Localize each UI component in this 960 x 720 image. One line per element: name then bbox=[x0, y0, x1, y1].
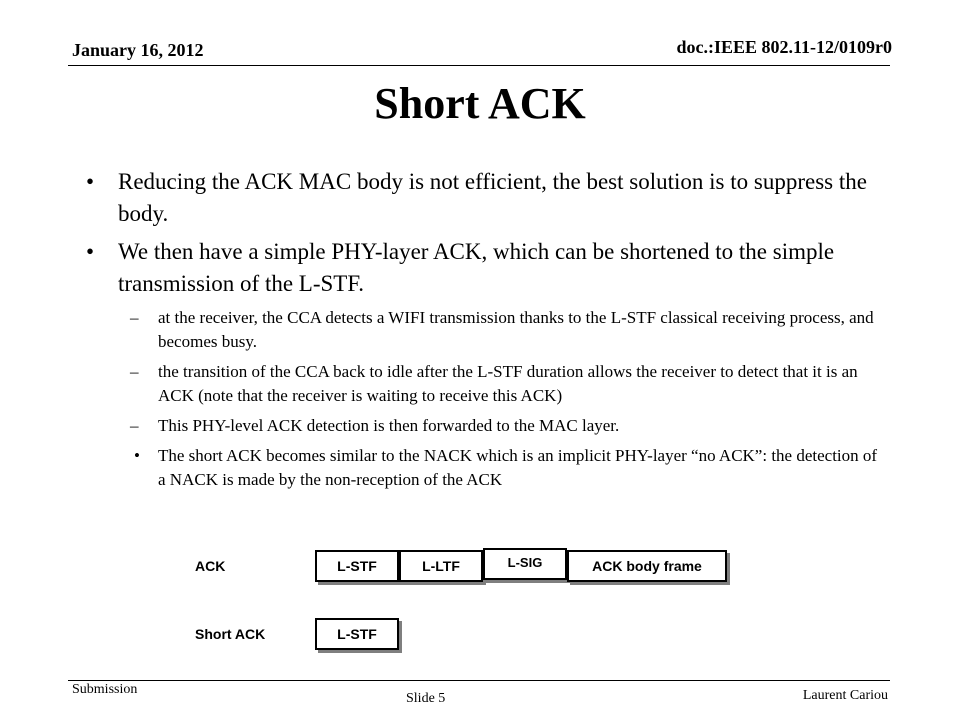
field-ack-body-frame: ACK body frame bbox=[567, 550, 727, 582]
bullet-item bbox=[86, 166, 886, 230]
bullet-marker: • bbox=[86, 169, 95, 194]
sub-bullet-text: This PHY-level ACK detection is then forwarded to the MAC layer. bbox=[158, 416, 620, 435]
short-ack-row-label: Short ACK bbox=[195, 626, 266, 642]
sub-bullet-marker: – bbox=[130, 416, 139, 435]
field-lltf: L-LTF bbox=[399, 550, 483, 582]
ack-row-label: ACK bbox=[195, 558, 226, 574]
slide-title: Short ACK bbox=[374, 79, 586, 128]
sub-bullet-text: at the receiver, the CCA detects a WIFI transmission thanks to the L-STF classical receiving process, and becomes busy. bbox=[158, 308, 874, 351]
sub-bullet-text: the transition of the CCA back to idle after the L-STF duration allows the receiver to detect that it is an ACK (note that the receiver is waiting to receive this ACK) bbox=[158, 362, 858, 405]
header-rule bbox=[68, 65, 890, 66]
sub-bullet-item bbox=[86, 306, 886, 354]
footer-author: Laurent Cariou bbox=[802, 688, 888, 703]
header-doc-id: doc.:IEEE 802.11-12/0109r0 bbox=[676, 37, 892, 57]
bullet-text: Reducing the ACK MAC body is not efficient, the best solution is to suppress the body. bbox=[118, 169, 867, 226]
header-date: January 16, 2012 bbox=[72, 40, 204, 60]
footer-submission: Submission bbox=[72, 682, 138, 697]
sub-bullet-text: The short ACK becomes similar to the NACK which is an implicit PHY-layer “no ACK”: the detection of a NACK is made by the non-reception of the ACK bbox=[158, 446, 878, 489]
slide-body bbox=[86, 166, 886, 498]
sub-bullet-item bbox=[86, 414, 886, 438]
footer-rule bbox=[68, 680, 890, 681]
sub-bullet-marker: – bbox=[130, 362, 139, 381]
bullet-item bbox=[86, 236, 886, 300]
field-lsig: L-SIG bbox=[483, 548, 567, 580]
sub-bullet-marker: • bbox=[134, 446, 140, 465]
sub-bullet-item bbox=[86, 360, 886, 408]
sub-bullet-item bbox=[86, 444, 886, 492]
field-lstf: L-STF bbox=[315, 550, 399, 582]
field-short-lstf: L-STF bbox=[315, 618, 399, 650]
sub-bullet-marker: – bbox=[130, 308, 139, 327]
footer-slide-number: Slide 5 bbox=[406, 691, 446, 706]
bullet-text: We then have a simple PHY-layer ACK, which can be shortened to the simple transmission of the L-STF. bbox=[118, 239, 835, 296]
bullet-marker: • bbox=[86, 239, 95, 264]
